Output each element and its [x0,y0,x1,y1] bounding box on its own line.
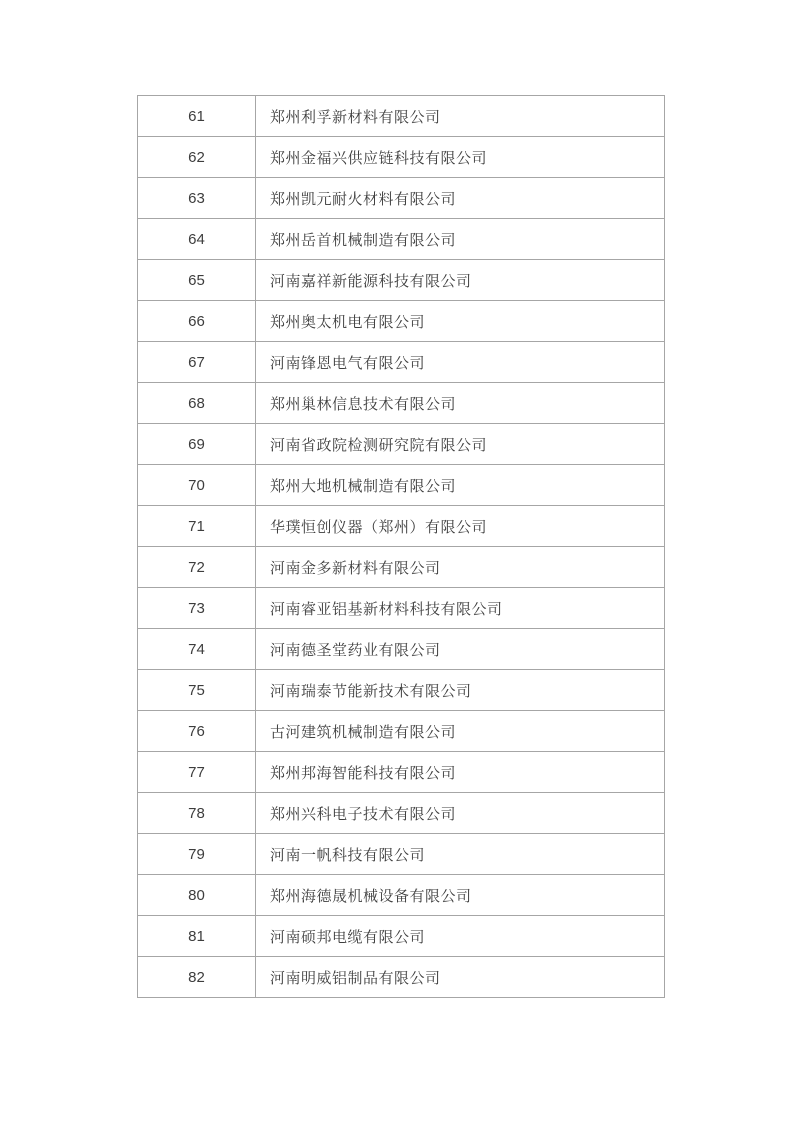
company-name-cell: 河南瑞泰节能新技术有限公司 [256,670,665,711]
company-table-body [138,96,665,998]
table-row [138,875,665,916]
row-number-cell: 70 [138,465,256,506]
row-number-cell: 63 [138,178,256,219]
table-row [138,506,665,547]
company-name-cell: 河南明威铝制品有限公司 [256,957,665,998]
table-row [138,301,665,342]
table-row [138,752,665,793]
company-name-cell: 郑州金福兴供应链科技有限公司 [256,137,665,178]
company-name-cell: 河南嘉祥新能源科技有限公司 [256,260,665,301]
row-number-cell: 80 [138,875,256,916]
row-number-cell: 82 [138,957,256,998]
company-name-cell: 河南省政院检测研究院有限公司 [256,424,665,465]
table-row [138,260,665,301]
company-name-cell: 郑州海德晟机械设备有限公司 [256,875,665,916]
table-row [138,588,665,629]
table-row [138,465,665,506]
table-row [138,957,665,998]
company-name-cell: 河南金多新材料有限公司 [256,547,665,588]
row-number-cell: 73 [138,588,256,629]
row-number-cell: 64 [138,219,256,260]
table-row [138,547,665,588]
company-name-cell: 河南一帆科技有限公司 [256,834,665,875]
table-row [138,793,665,834]
company-name-cell: 郑州凯元耐火材料有限公司 [256,178,665,219]
table-row [138,916,665,957]
row-number-cell: 67 [138,342,256,383]
company-name-cell: 河南德圣堂药业有限公司 [256,629,665,670]
table-row [138,711,665,752]
row-number-cell: 78 [138,793,256,834]
company-name-cell: 郑州兴科电子技术有限公司 [256,793,665,834]
table-row [138,629,665,670]
row-number-cell: 61 [138,96,256,137]
table-row [138,96,665,137]
row-number-cell: 69 [138,424,256,465]
company-name-cell: 郑州奥太机电有限公司 [256,301,665,342]
table-row [138,219,665,260]
table-row [138,383,665,424]
table-row [138,342,665,383]
company-name-cell: 华璞恒创仪器（郑州）有限公司 [256,506,665,547]
company-name-cell: 河南锋恩电气有限公司 [256,342,665,383]
row-number-cell: 72 [138,547,256,588]
company-name-cell: 郑州巢林信息技术有限公司 [256,383,665,424]
row-number-cell: 74 [138,629,256,670]
table-row [138,834,665,875]
table-row [138,137,665,178]
row-number-cell: 79 [138,834,256,875]
company-name-cell: 郑州利孚新材料有限公司 [256,96,665,137]
row-number-cell: 62 [138,137,256,178]
company-name-cell: 河南硕邦电缆有限公司 [256,916,665,957]
row-number-cell: 65 [138,260,256,301]
table-row [138,178,665,219]
row-number-cell: 75 [138,670,256,711]
company-name-cell: 郑州邦海智能科技有限公司 [256,752,665,793]
company-name-cell: 郑州大地机械制造有限公司 [256,465,665,506]
row-number-cell: 68 [138,383,256,424]
company-name-cell: 河南睿亚铝基新材料科技有限公司 [256,588,665,629]
row-number-cell: 71 [138,506,256,547]
table-row [138,670,665,711]
row-number-cell: 77 [138,752,256,793]
row-number-cell: 81 [138,916,256,957]
table-row [138,424,665,465]
company-name-cell: 郑州岳首机械制造有限公司 [256,219,665,260]
company-name-cell: 古河建筑机械制造有限公司 [256,711,665,752]
row-number-cell: 66 [138,301,256,342]
company-list-table [137,95,665,998]
row-number-cell: 76 [138,711,256,752]
